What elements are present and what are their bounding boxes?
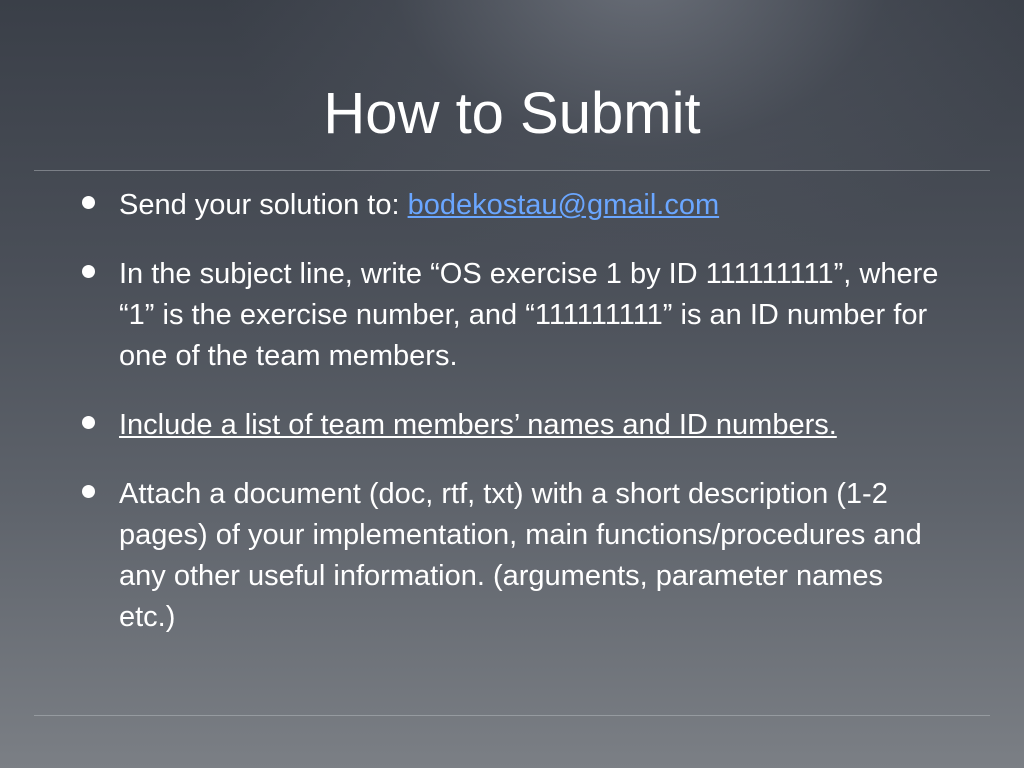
bullet-dot-icon xyxy=(82,265,95,278)
bullet-dot-icon xyxy=(82,485,95,498)
slide-title: How to Submit xyxy=(323,81,701,146)
bullet-item-subject-line xyxy=(80,254,940,377)
footer-divider xyxy=(34,715,990,716)
email-link[interactable]: bodekostau@gmail.com xyxy=(407,189,720,221)
bullet-text: Include a list of team members’ names and ID numbers. xyxy=(119,409,837,441)
bullet-item-attach-document xyxy=(80,474,940,638)
bullet-list xyxy=(80,185,940,638)
bullet-text: Send your solution to: xyxy=(119,189,408,221)
bullet-dot-icon xyxy=(82,416,95,429)
bullet-dot-icon xyxy=(82,196,95,209)
bullet-text: Attach a document (doc, rtf, txt) with a short description (1-2 pages) of your implementation, main functions/procedures and any other useful information. (arguments, parameter names etc.) xyxy=(119,478,922,633)
bullet-item-send-solution xyxy=(80,185,940,226)
bullet-text: In the subject line, write “OS exercise 1 by ID 111111111”, where “1” is the exercise number, and “111111111” is an ID number for one of the team members. xyxy=(119,258,939,372)
title-divider xyxy=(34,170,990,171)
bullet-item-team-members xyxy=(80,405,940,446)
